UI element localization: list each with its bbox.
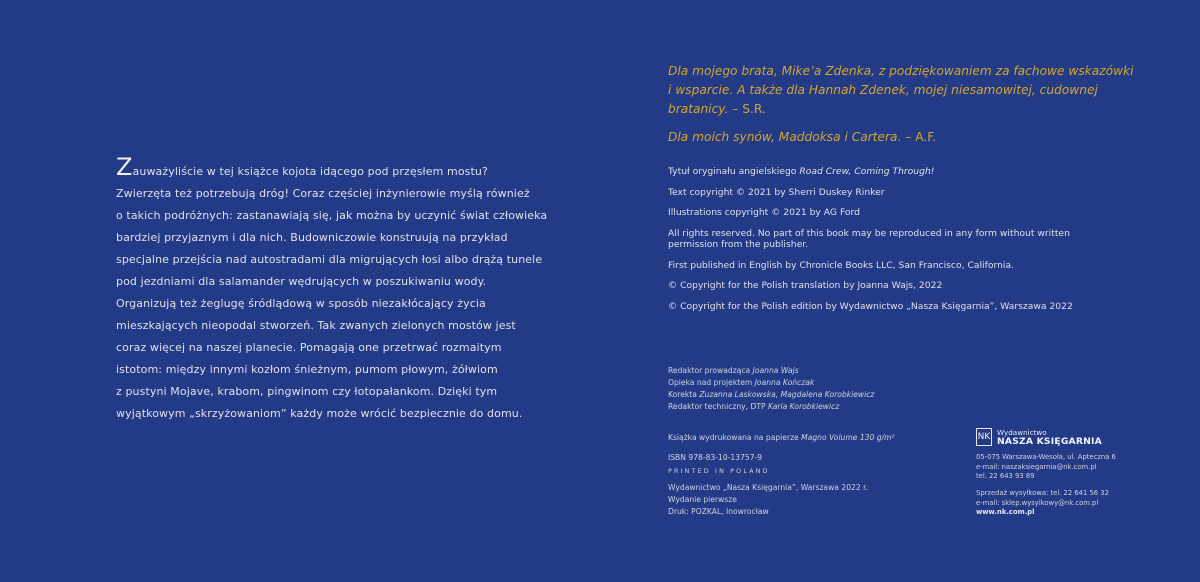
body-line: coraz więcej na naszej planecie. Pomagają one przetrwać rozmaitym — [116, 341, 502, 354]
body-line: wyjątkowym „skrzyżowaniom” każdy może wrócić bezpiecznie do domu. — [116, 407, 523, 420]
logo-main-text: NASZA KSIĘGARNIA — [997, 436, 1102, 447]
project-supervisor: Opieka nad projektem Joanna Kończak — [668, 378, 815, 387]
body-line: mieszkających nieopodal stworzeń. Tak zwanych zielonych mostów jest — [116, 319, 516, 332]
rights-notice: All rights reserved. No part of this book may be reproduced in any form without written permission from the publisher. — [668, 227, 1070, 250]
body-line: bardziej przyjaznym i dla nich. Budowniczowie konstruują na przykład — [116, 231, 508, 244]
publisher-address: 05-075 Warszawa-Wesoła, ul. Apteczna 6 e-mail: naszaksiegarnia@nk.com.pl tel. 22 643 93 89 — [976, 453, 1116, 480]
illustrator-initials: A.F. — [915, 130, 937, 144]
technical-editor: Redaktor techniczny, DTP Karia Korobkiewicz — [668, 402, 840, 411]
publisher-logo — [976, 428, 1126, 450]
publisher-line: Wydawnictwo „Nasza Księgarnia”, Warszawa 2022 r. — [668, 483, 868, 492]
first-line-text: auważyliście w tej książce kojota idącego pod przęsłem mostu? — [132, 165, 488, 178]
edition-copyright: © Copyright for the Polish edition by Wydawnictwo „Nasza Księgarnia”, Warszawa 2022 — [668, 300, 1073, 312]
original-title: Tytuł oryginału angielskiego Road Crew, Coming Through! — [668, 166, 935, 177]
copyright-block — [668, 166, 1098, 321]
body-line: Zwierzęta też potrzebują dróg! Coraz częściej inżynierowie myślą również — [116, 187, 530, 200]
website-link: www.nk.com.pl — [976, 508, 1035, 516]
logo-top-text: Wydawnictwo — [997, 428, 1047, 437]
paper-info: Książka wydrukowana na papierze Magno Volume 130 g/m² — [668, 433, 895, 442]
publication-info — [668, 482, 868, 518]
printed-in: PRINTED IN POLAND — [668, 468, 770, 475]
publisher-sales: Sprzedaż wysyłkowa: tel. 22 641 56 32 e-mail: sklep.wysylkowy@nk.com.pl www.nk.com.pl — [976, 489, 1109, 516]
edition: Wydanie pierwsze — [668, 495, 737, 504]
isbn: ISBN 978-83-10-13757-9 — [668, 453, 763, 462]
body-line: istotom: między innymi kozłom śnieżnym, pumom płowym, żółwiom — [116, 363, 498, 376]
dedication-author: Dla mojego brata, Mike’a Zdenka, z podziękowaniem za fachowe wskazówki i wsparcie. A także dla Hannah Zdenek, mojej niesamowitej, cudownej bratanicy. – S.R. — [668, 64, 1134, 116]
editorial-credits — [668, 365, 874, 413]
first-published: First published in English by Chronicle Books LLC, San Francisco, California. — [668, 259, 1014, 271]
body-line: o takich podróżnych: zastanawiają się, jak można by uczynić świat człowieka — [116, 209, 548, 222]
text-copyright: Text copyright © 2021 by Sherri Duskey Rinker — [668, 186, 885, 198]
proofreading: Korekta Zuzanna Laskowska, Magdalena Korobkiewicz — [668, 390, 875, 399]
body-line: Organizują też żeglugę śródlądową w sposób niezakłócający życia — [116, 297, 486, 310]
lead-editor: Redaktor prowadząca Joanna Wajs — [668, 366, 799, 375]
body-line: specjalne przejścia nad autostradami dla migrujących łosi albo drążą tunele — [116, 253, 543, 266]
translation-copyright: © Copyright for the Polish translation by Joanna Wajs, 2022 — [668, 280, 943, 291]
dedication-illustrator: Dla moich synów, Maddoksa i Cartera. – A.F. — [668, 130, 937, 144]
printer: Druk: POZKAL, Inowrocław — [668, 507, 769, 516]
nk-logo-icon: NK — [976, 428, 992, 446]
body-line: pod jezdniami dla salamander wędrujących w poszukiwaniu wody. — [116, 275, 487, 288]
author-initials: S.R. — [742, 102, 766, 116]
body-line: z pustyni Mojave, krabom, pingwinom czy łotopałankom. Dzięki tym — [116, 385, 498, 398]
drop-cap: Z — [116, 153, 133, 181]
first-line — [116, 153, 506, 183]
illustrations-copyright: Illustrations copyright © 2021 by AG Ford — [668, 207, 860, 218]
dedication — [668, 62, 1138, 156]
left-page-text — [116, 153, 548, 425]
